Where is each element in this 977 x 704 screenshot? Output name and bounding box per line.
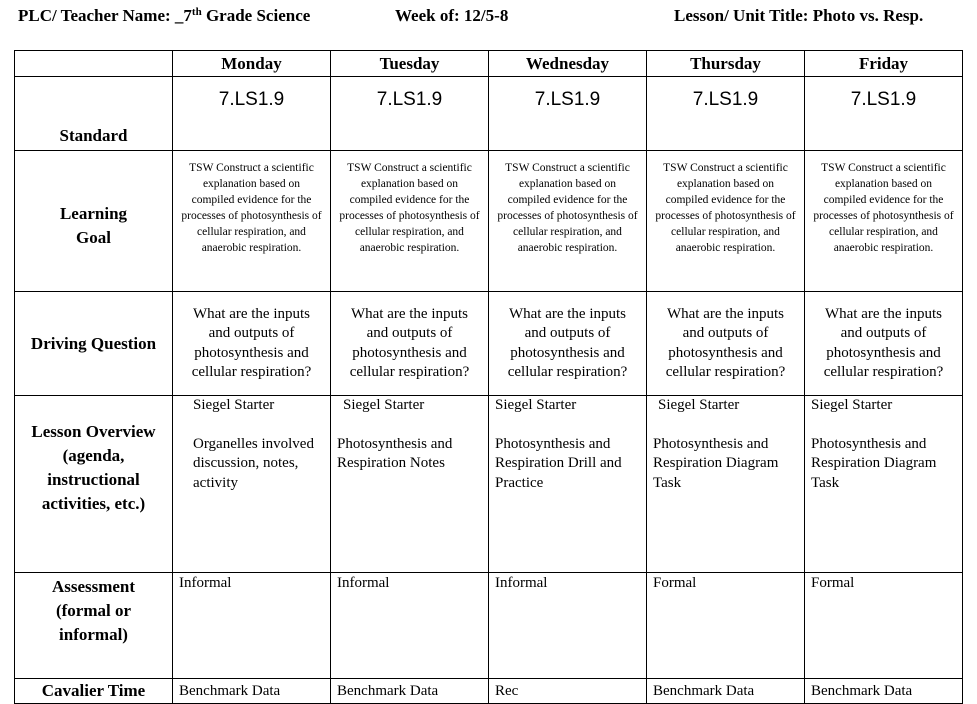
lesson-overview-cell	[173, 396, 331, 573]
label-line: informal)	[59, 625, 128, 644]
assessment-cell: Formal	[647, 573, 805, 679]
cavalier-time-cell: Benchmark Data	[647, 679, 805, 704]
unit-title: Lesson/ Unit Title: Photo vs. Resp.	[674, 6, 924, 25]
driving-question-row	[15, 292, 963, 396]
activity-text: Photosynthesis and Respiration Drill and Practice	[495, 435, 622, 491]
teacher-name-prefix: PLC/ Teacher Name: _7	[18, 6, 192, 25]
lesson-overview-label	[15, 396, 173, 573]
label-line: Learning	[59, 204, 128, 223]
label-line: (formal or	[55, 601, 132, 620]
label-line: activities, etc.)	[41, 494, 146, 513]
corner-cell	[15, 51, 173, 77]
activity-text: Photosynthesis and Respiration Diagram Task	[811, 435, 937, 491]
driving-question-cell: What are the inputs and outputs of photosynthesis and cellular respiration?	[173, 292, 331, 396]
cavalier-time-cell: Rec	[489, 679, 647, 704]
standard-label: Standard	[15, 77, 173, 151]
starter-text: Siegel Starter	[343, 397, 425, 413]
standard-cell: 7.LS1.9	[489, 77, 647, 151]
standard-cell: 7.LS1.9	[647, 77, 805, 151]
learning-goal-cell: TSW Construct a scientific explanation based on compiled evidence for the processes of photosynthesis of cellular respiration, and anaerobic respiration.	[805, 151, 963, 292]
assessment-cell: Informal	[489, 573, 647, 679]
grade-ordinal-suffix: th	[191, 6, 202, 18]
starter-text: Siegel Starter	[811, 397, 893, 413]
activity-text: Organelles involved discussion, notes, activity	[193, 435, 314, 491]
cavalier-time-cell: Benchmark Data	[805, 679, 963, 704]
label-line: Assessment	[51, 577, 136, 596]
lesson-overview-row	[15, 396, 963, 573]
standard-row	[15, 77, 963, 151]
assessment-cell: Informal	[173, 573, 331, 679]
label-line: Goal	[76, 228, 111, 247]
starter-text: Siegel Starter	[193, 397, 275, 413]
lesson-overview-cell	[331, 396, 489, 573]
week-of: Week of: 12/5-8	[395, 6, 509, 25]
day-header-row	[15, 51, 963, 77]
assessment-cell: Informal	[331, 573, 489, 679]
driving-question-label: Driving Question	[15, 292, 173, 396]
teacher-name	[18, 6, 310, 26]
learning-goal-cell: TSW Construct a scientific explanation based on compiled evidence for the processes of photosynthesis of cellular respiration, and anaerobic respiration.	[647, 151, 805, 292]
document-header	[18, 6, 963, 28]
lesson-plan-table	[14, 50, 963, 704]
day-friday: Friday	[805, 51, 963, 77]
teacher-name-suffix: Grade Science	[201, 6, 311, 25]
lesson-overview-cell	[805, 396, 963, 573]
label-line: instructional	[47, 470, 140, 489]
cavalier-time-cell: Benchmark Data	[331, 679, 489, 704]
starter-text: Siegel Starter	[495, 397, 577, 413]
driving-question-cell: What are the inputs and outputs of photosynthesis and cellular respiration?	[647, 292, 805, 396]
day-tuesday: Tuesday	[331, 51, 489, 77]
assessment-cell: Formal	[805, 573, 963, 679]
cavalier-time-cell: Benchmark Data	[173, 679, 331, 704]
assessment-label	[15, 573, 173, 679]
driving-question-cell: What are the inputs and outputs of photosynthesis and cellular respiration?	[331, 292, 489, 396]
standard-cell: 7.LS1.9	[173, 77, 331, 151]
assessment-row	[15, 573, 963, 679]
lesson-overview-cell	[489, 396, 647, 573]
learning-goal-cell: TSW Construct a scientific explanation based on compiled evidence for the processes of photosynthesis of cellular respiration, and anaerobic respiration.	[173, 151, 331, 292]
standard-cell: 7.LS1.9	[331, 77, 489, 151]
activity-text: Photosynthesis and Respiration Diagram Task	[653, 435, 779, 491]
day-monday: Monday	[173, 51, 331, 77]
learning-goal-label	[15, 151, 173, 292]
day-wednesday: Wednesday	[489, 51, 647, 77]
standard-cell: 7.LS1.9	[805, 77, 963, 151]
label-line: Lesson Overview	[31, 422, 156, 441]
learning-goal-cell: TSW Construct a scientific explanation based on compiled evidence for the processes of photosynthesis of cellular respiration, and anaerobic respiration.	[331, 151, 489, 292]
learning-goal-cell: TSW Construct a scientific explanation based on compiled evidence for the processes of photosynthesis of cellular respiration, and anaerobic respiration.	[489, 151, 647, 292]
starter-text: Siegel Starter	[658, 397, 740, 413]
driving-question-cell: What are the inputs and outputs of photosynthesis and cellular respiration?	[805, 292, 963, 396]
cavalier-time-label: Cavalier Time	[15, 679, 173, 704]
driving-question-cell: What are the inputs and outputs of photosynthesis and cellular respiration?	[489, 292, 647, 396]
cavalier-time-row	[15, 679, 963, 704]
day-thursday: Thursday	[647, 51, 805, 77]
label-line: (agenda,	[62, 446, 125, 465]
learning-goal-row	[15, 151, 963, 292]
lesson-overview-cell	[647, 396, 805, 573]
activity-text: Photosynthesis and Respiration Notes	[337, 435, 453, 471]
